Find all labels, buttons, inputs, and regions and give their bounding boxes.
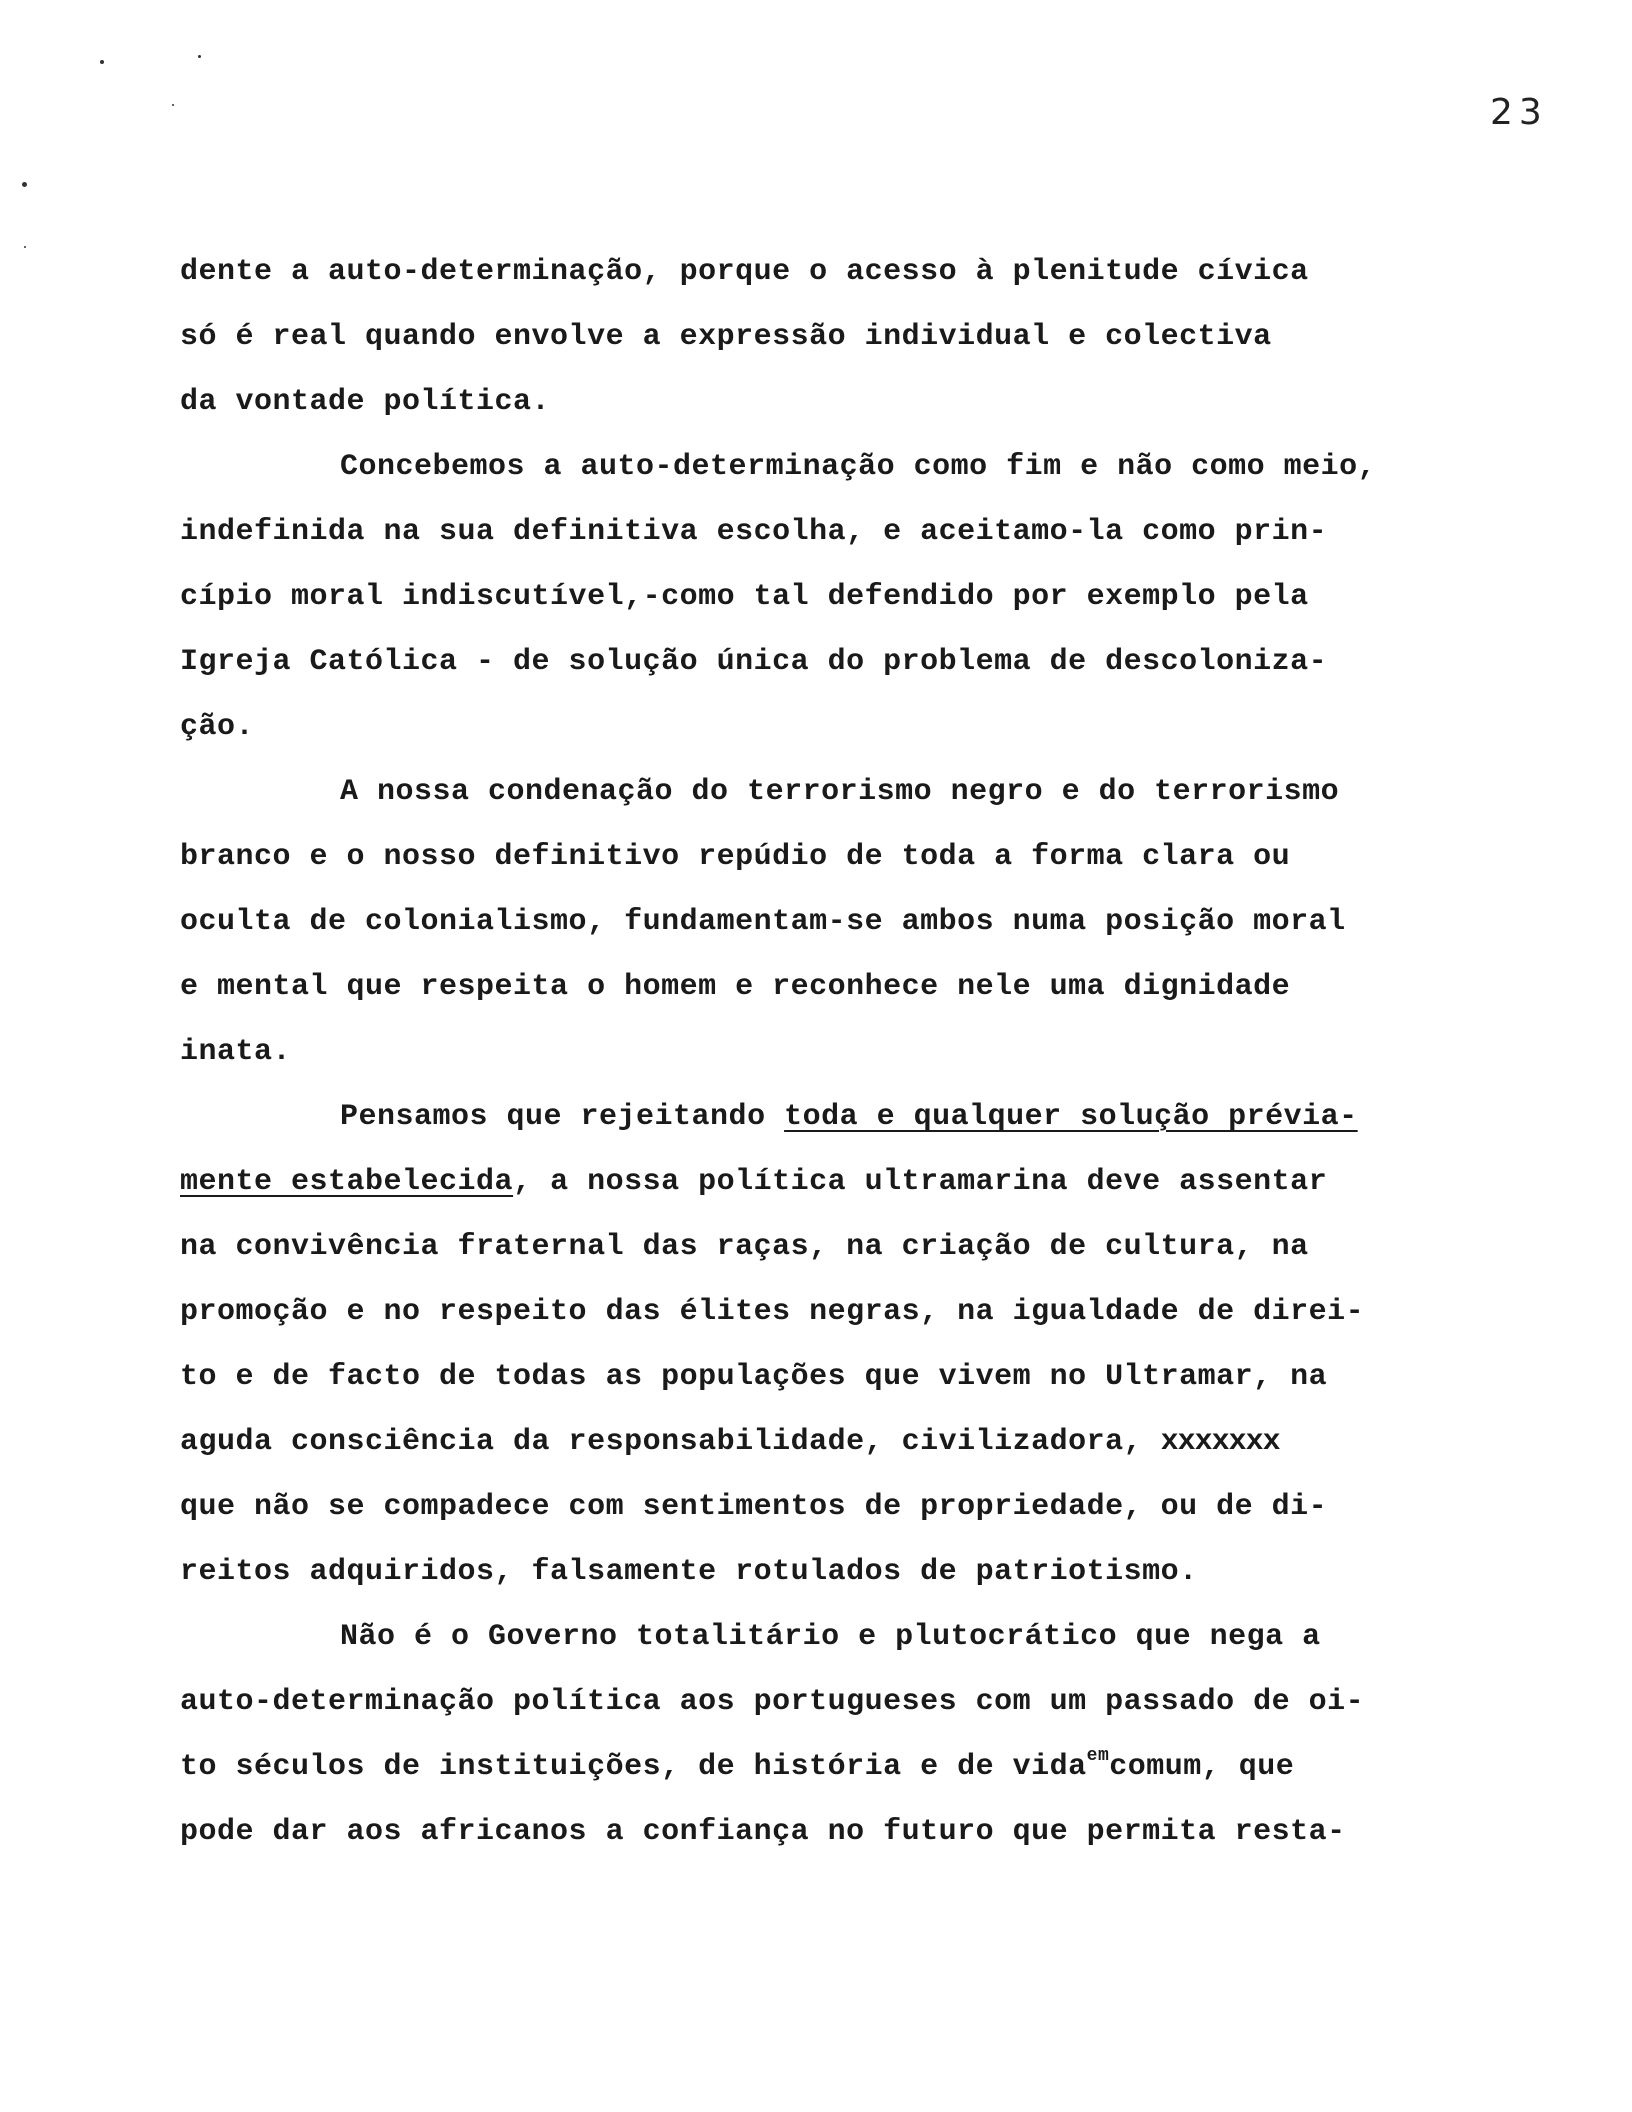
- text-line: Igreja Católica - de solução única do problema de descoloniza-: [180, 645, 1328, 679]
- struck-out-text: xxxxxxx: [1160, 1425, 1280, 1459]
- text-segment: comum, que: [1109, 1750, 1295, 1784]
- text-line: reitos adquiridos, falsamente rotulados de patriotismo.: [180, 1555, 1198, 1589]
- text-line: [180, 1410, 1480, 1475]
- text-segment: , a nossa política ultramarina deve assentar: [513, 1165, 1328, 1199]
- text-line: Concebemos a auto-determinação como fim e não como meio,: [340, 450, 1377, 484]
- text-line: [180, 1085, 1480, 1150]
- text-segment: to séculos de instituições, de história e de vida: [180, 1750, 1087, 1784]
- text-line: inata.: [180, 1035, 292, 1069]
- text-line: cípio moral indiscutível,-como tal defendido por exemplo pela: [180, 580, 1309, 614]
- scan-speck: [22, 182, 27, 187]
- text-segment: Pensamos que rejeitando: [340, 1100, 785, 1134]
- text-line: na convivência fraternal das raças, na criação de cultura, na: [180, 1230, 1309, 1264]
- scan-speck: [172, 104, 174, 106]
- text-line: A nossa condenação do terrorismo negro e do terrorismo: [340, 775, 1340, 809]
- text-line: [180, 1150, 1480, 1215]
- text-line: da vontade política.: [180, 385, 551, 419]
- text-line: pode dar aos africanos a confiança no futuro que permita resta-: [180, 1815, 1346, 1849]
- text-line: branco e o nosso definitivo repúdio de toda a forma clara ou: [180, 840, 1291, 874]
- text-line: to e de facto de todas as populações que vivem no Ultramar, na: [180, 1360, 1328, 1394]
- text-line: [180, 1735, 1480, 1800]
- text-line: que não se compadece com sentimentos de propriedade, ou de di-: [180, 1490, 1328, 1524]
- text-line: e mental que respeita o homem e reconhece nele uma dignidade: [180, 970, 1291, 1004]
- scan-speck: [24, 246, 26, 248]
- text-line: oculta de colonialismo, fundamentam-se ambos numa posição moral: [180, 905, 1346, 939]
- text-segment: aguda consciência da responsabilidade, civilizadora,: [180, 1425, 1161, 1459]
- text-line: auto-determinação política aos portugueses com um passado de oi-: [180, 1685, 1365, 1719]
- text-line: ção.: [180, 710, 255, 744]
- body-text: [180, 240, 1480, 1865]
- scan-speck: [198, 55, 201, 58]
- text-line: Não é o Governo totalitário e plutocrático que nega a: [340, 1620, 1321, 1654]
- text-line: promoção e no respeito das élites negras, na igualdade de direi-: [180, 1295, 1365, 1329]
- text-line: dente a auto-determinação, porque o acesso à plenitude cívica: [180, 255, 1309, 289]
- text-line: só é real quando envolve a expressão individual e colectiva: [180, 320, 1272, 354]
- page-number: 23: [1490, 92, 1548, 133]
- interlinear-insertion: em: [1086, 1746, 1110, 1766]
- scan-speck: [100, 60, 104, 64]
- underlined-text: toda e qualquer solução prévia-: [784, 1100, 1358, 1134]
- text-line: indefinida na sua definitiva escolha, e aceitamo-la como prin-: [180, 515, 1328, 549]
- underlined-text: mente estabelecida: [180, 1165, 514, 1199]
